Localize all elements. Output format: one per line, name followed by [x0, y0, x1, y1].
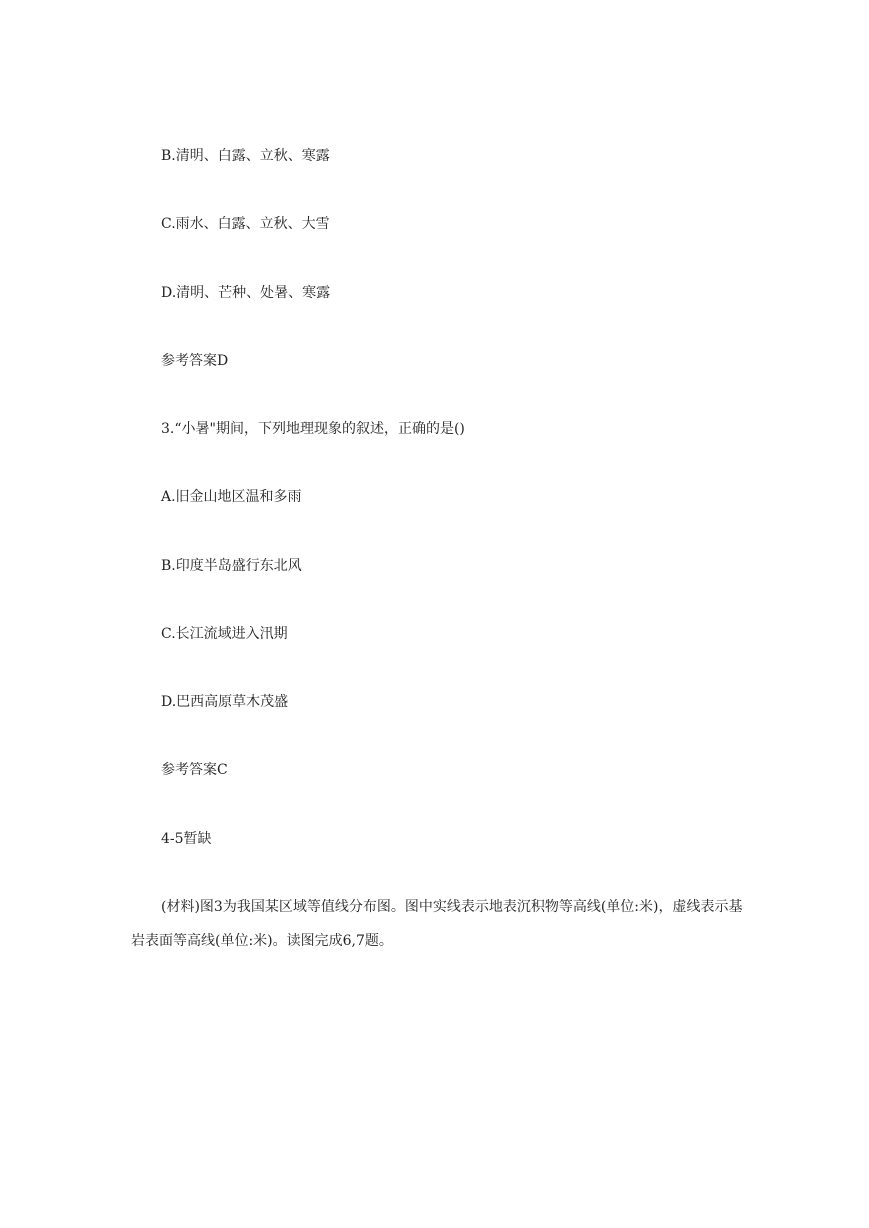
answer-q2: 参考答案D	[161, 353, 229, 369]
option-d-q3: D.巴西高原草木茂盛	[161, 694, 289, 710]
material-paragraph: (材料)图3为我国某区域等值线分布图。图中实线表示地表沉积物等高线(单位:米)，虚线表示基岩表面等高线(单位:米)。读图完成6,7题。	[131, 899, 743, 949]
option-d-q2: D.清明、芒种、处暑、寒露	[161, 285, 331, 301]
option-c-q2: C.雨水、白露、立秋、大雪	[161, 216, 330, 232]
option-a-q3: A.旧金山地区温和多雨	[161, 489, 302, 505]
option-b-q3: B.印度半岛盛行东北风	[161, 558, 302, 574]
option-b-q2: B.清明、白露、立秋、寒露	[161, 148, 330, 164]
answer-q3: 参考答案C	[161, 762, 228, 778]
option-c-q3: C.长江流域进入汛期	[161, 626, 288, 642]
questions-4-5-note: 4-5暂缺	[161, 831, 212, 847]
question-3: 3.“小暑"期间，下列地理现象的叙述，正确的是()	[161, 421, 465, 437]
